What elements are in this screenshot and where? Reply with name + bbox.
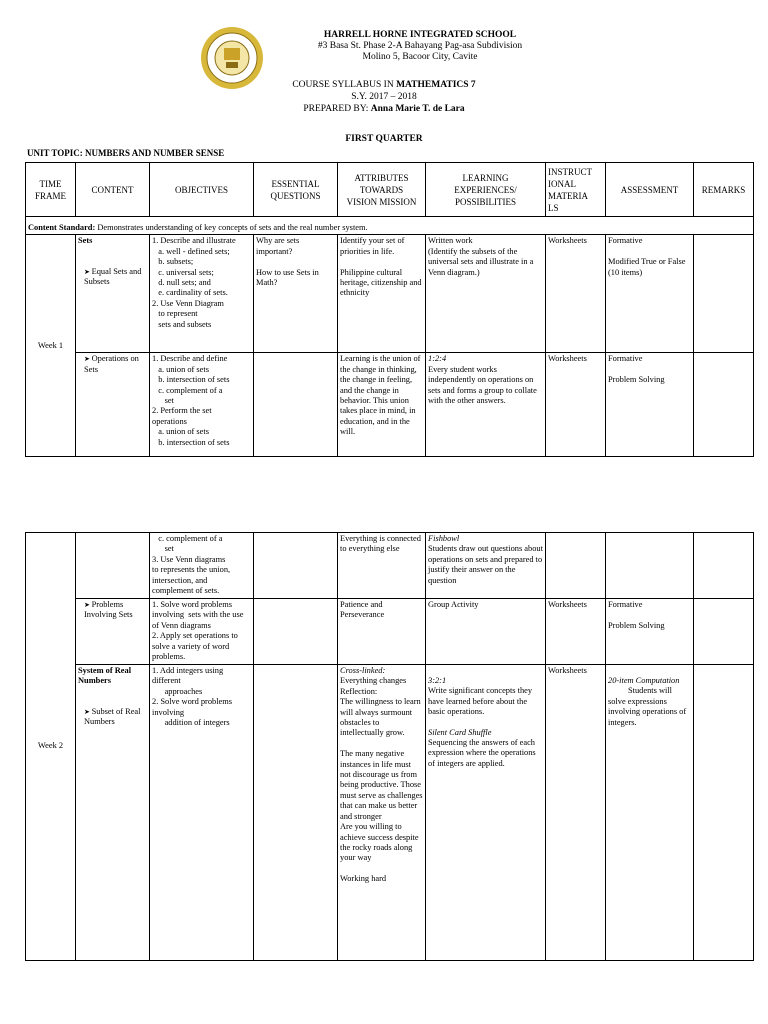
school-address-2: Molino 5, Bacoor City, Cavite <box>362 52 478 62</box>
assessment-cell <box>606 533 694 599</box>
col-assessment: ASSESSMENT <box>606 163 694 217</box>
table-row <box>26 217 754 235</box>
materials-cell <box>546 533 606 599</box>
table-row <box>26 665 754 961</box>
school-name: HARRELL HORNE INTEGRATED SCHOOL <box>323 30 517 40</box>
learning-cell: Written work (Identify the subsets of the universal sets and illustrate in a Venn diagram.) <box>426 235 546 353</box>
prepared-by: PREPARED BY: Anna Marie T. de Lara <box>303 104 465 114</box>
questions-cell <box>254 599 338 665</box>
table-row <box>26 599 754 665</box>
unit-topic: UNIT TOPIC: NUMBERS AND NUMBER SENSE <box>27 148 225 158</box>
attributes-cell: Patience and Perseverance <box>338 599 426 665</box>
questions-cell <box>254 533 338 599</box>
document-header <box>0 0 768 160</box>
remarks-cell <box>694 533 754 599</box>
learning-cell: Group Activity <box>426 599 546 665</box>
remarks-cell <box>694 235 754 353</box>
questions-cell <box>254 665 338 961</box>
col-time-frame: TIME FRAME <box>26 163 76 217</box>
table-row <box>26 353 754 457</box>
school-year: S.Y. 2017 – 2018 <box>351 92 417 102</box>
objectives-cell: 1. Describe and define a. union of sets b. intersection of sets c. complement of a set 2. Perform the set operations a. union of sets b. intersection of sets <box>150 353 254 457</box>
content-cell: System of Real Numbers ➤ Subset of Real Numbers <box>76 665 150 961</box>
objectives-cell: 1. Solve word problems involving sets with the use of Venn diagrams 2. Apply set operations to solve a variety of word problems. <box>150 599 254 665</box>
col-remarks: REMARKS <box>694 163 754 217</box>
assessment-cell: 20-item Computation Students will solve expressions involving operations of integers. <box>606 665 694 961</box>
assessment-cell: Formative Problem Solving <box>606 353 694 457</box>
materials-cell: Worksheets <box>546 665 606 961</box>
table-row <box>26 533 754 599</box>
col-content: CONTENT <box>76 163 150 217</box>
materials-cell: Worksheets <box>546 235 606 353</box>
attributes-cell: Learning is the union of the change in thinking, the change in feeling, and the change in behavior. This union takes place in mind, in education, and in the will. <box>338 353 426 457</box>
attributes-cell: Cross-linked: Everything changes Reflection: The willingness to learn will always surmount obstacles to intellectually grow. The many negative instances in life must not discourage us from being productive. Those must serve as challenges that can make us better and stronger Are you willing to achieve success despite the rocky roads along your way Working hard <box>338 665 426 961</box>
attributes-cell: Everything is connected to everything else <box>338 533 426 599</box>
questions-cell: Why are sets important? How to use Sets in Math? <box>254 235 338 353</box>
table-header-row <box>26 163 754 217</box>
remarks-cell <box>694 353 754 457</box>
materials-cell: Worksheets <box>546 599 606 665</box>
objectives-cell: 1. Describe and illustrate a. well - defined sets; b. subsets; c. universal sets; d. null sets; and e. cardinality of sets. 2. Use Venn Diagram to represent sets and subsets <box>150 235 254 353</box>
col-materials: INSTRUCT IONAL MATERIA LS <box>546 163 606 217</box>
attributes-cell: Identify your set of priorities in life. Philippine cultural heritage, citizenship and ethnicity <box>338 235 426 353</box>
syllabus-table-page-1 <box>25 162 754 457</box>
syllabus-table-page-2 <box>25 532 754 961</box>
remarks-cell <box>694 599 754 665</box>
objectives-cell: 1. Add integers using different approaches 2. Solve word problems involving addition of integers <box>150 665 254 961</box>
col-learning: LEARNING EXPERIENCES/ POSSIBILITIES <box>426 163 546 217</box>
remarks-cell <box>694 665 754 961</box>
questions-cell <box>254 353 338 457</box>
assessment-cell: Formative Problem Solving <box>606 599 694 665</box>
col-essential-questions: ESSENTIAL QUESTIONS <box>254 163 338 217</box>
learning-cell: Fishbowl Students draw out questions about operations on sets and prepared to justify their answer on the question <box>426 533 546 599</box>
week-label: Week 2 <box>26 533 76 961</box>
learning-cell: 3:2:1 Write significant concepts they have learned before about the basic operations. Silent Card Shuffle Sequencing the answers of each expression where the operations of integers are applied. <box>426 665 546 961</box>
table-row <box>26 235 754 353</box>
content-cell: Sets ➤ Equal Sets and Subsets <box>76 235 150 353</box>
col-objectives: OBJECTIVES <box>150 163 254 217</box>
content-cell: ➤ Operations on Sets <box>76 353 150 457</box>
assessment-cell: Formative Modified True or False (10 items) <box>606 235 694 353</box>
school-address-1: #3 Basa St. Phase 2-A Bahayang Pag-asa Subdivision <box>317 41 523 51</box>
col-attributes: ATTRIBUTES TOWARDS VISION MISSION <box>338 163 426 217</box>
quarter-title: FIRST QUARTER <box>345 134 423 144</box>
week-label: Week 1 <box>26 235 76 457</box>
learning-cell: 1:2:4 Every student works independently on operations on sets and forms a group to collate with the other answers. <box>426 353 546 457</box>
objectives-cell: c. complement of a set 3. Use Venn diagrams to represents the union, intersection, and complement of sets. <box>150 533 254 599</box>
content-cell: ➤ Problems Involving Sets <box>76 599 150 665</box>
materials-cell: Worksheets <box>546 353 606 457</box>
syllabus-title: COURSE SYLLABUS IN MATHEMATICS 7 <box>292 80 476 90</box>
content-cell <box>76 533 150 599</box>
content-standard: Content Standard: Demonstrates understanding of key concepts of sets and the real number system. <box>26 217 754 235</box>
